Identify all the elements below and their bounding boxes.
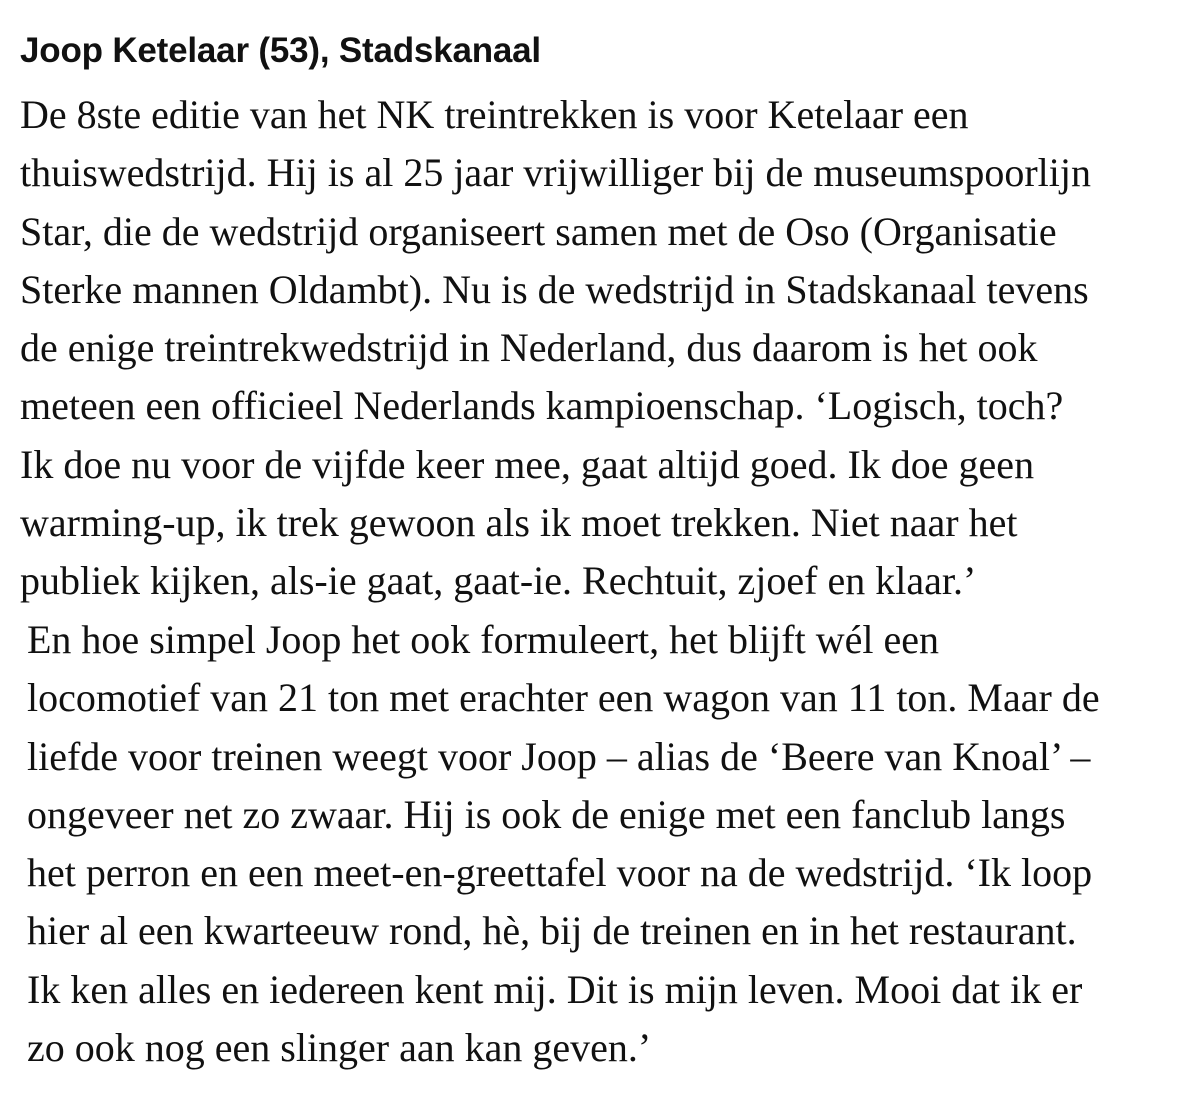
paragraph-line: meteen een officieel Nederlands kampioenschap. ‘Logisch, toch? — [20, 383, 1064, 429]
paragraph-line: het perron en een meet-en-greettafel voor na de wedstrijd. ‘Ik loop — [27, 850, 1093, 896]
paragraph-line: warming-up, ik trek gewoon als ik moet trekken. Niet naar het — [20, 500, 1018, 546]
paragraph-line: de enige treintrekwedstrijd in Nederland, dus daarom is het ook — [20, 325, 1038, 371]
paragraph-1 — [20, 86, 1091, 611]
paragraph-line: Star, die de wedstrijd organiseert samen met de Oso (Organisatie — [20, 208, 1057, 254]
paragraph-line: Ik ken alles en iedereen kent mij. Dit is mijn leven. Mooi dat ik er — [27, 966, 1083, 1012]
paragraph-2 — [27, 611, 1100, 1077]
article-heading: Joop Ketelaar (53), Stadskanaal — [20, 31, 541, 70]
paragraph-line: locomotief van 21 ton met erachter een wagon van 11 ton. Maar de — [27, 675, 1100, 721]
paragraph-line: hier al een kwarteeuw rond, hè, bij de treinen en in het restaurant. — [27, 908, 1077, 954]
paragraph-line: publiek kijken, als-ie gaat, gaat-ie. Rechtuit, zjoef en klaar.’ — [20, 558, 977, 604]
paragraph-line: zo ook nog een slinger aan kan geven.’ — [27, 1025, 652, 1071]
paragraph-line: En hoe simpel Joop het ook formuleert, het blijft wél een — [27, 617, 939, 662]
paragraph-line: thuiswedstrijd. Hij is al 25 jaar vrijwilliger bij de museumspoorlijn — [20, 150, 1091, 196]
paragraph-line: ongeveer net zo zwaar. Hij is ook de enige met een fanclub langs — [27, 791, 1066, 837]
paragraph-line: Ik doe nu voor de vijfde keer mee, gaat altijd goed. Ik doe geen — [20, 441, 1035, 487]
paragraph-line: Sterke mannen Oldambt). Nu is de wedstrijd in Stadskanaal tevens — [20, 266, 1089, 312]
paragraph-line: De 8ste editie van het NK treintrekken is voor Ketelaar een — [20, 92, 969, 137]
paragraph-line: liefde voor treinen weegt voor Joop – alias de ‘Beere van Knoal’ – — [27, 733, 1091, 779]
